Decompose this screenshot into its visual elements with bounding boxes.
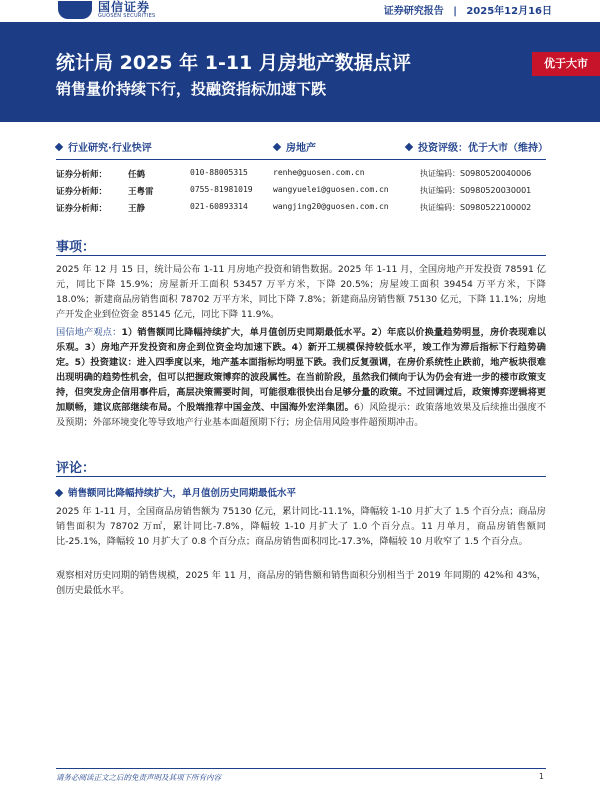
analyst-cert: 执证编码：S0980520040006 bbox=[420, 169, 532, 178]
analyst-cert: 执证编码：S0980522100002 bbox=[420, 203, 532, 212]
footer-disclaimer: 请务必阅读正文之后的免责声明及其项下所有内容 bbox=[56, 773, 221, 782]
comment-paragraph-2: 观察相对历史同期的销售规模，2025 年 11 月，商品房的销售额和销售面积分别相当于 2019 年同期的 42%和 43%，创历史最低水平。 bbox=[56, 570, 546, 596]
top-bar bbox=[0, 0, 600, 22]
analyst-name: 王粤雷 bbox=[128, 187, 154, 197]
category-research bbox=[56, 139, 152, 154]
report-type: 证券研究报告 bbox=[383, 6, 444, 17]
logo-mark-icon bbox=[58, 1, 92, 19]
report-subtitle: 销售量价持续下行，投融资指标加速下跌 bbox=[56, 80, 327, 98]
analyst-cert: 执证编码：S0980520030001 bbox=[420, 186, 532, 195]
footer-divider bbox=[56, 768, 546, 769]
comment-divider bbox=[56, 476, 546, 477]
category-industry bbox=[274, 139, 316, 154]
analyst-email[interactable]: renhe@guosen.com.cn bbox=[273, 168, 365, 177]
analyst-list bbox=[56, 168, 546, 219]
analyst-phone: 0755-81981019 bbox=[190, 185, 253, 194]
category-rating-label: 投资评级：优于大市（维持） bbox=[418, 143, 548, 154]
diamond-bullet-icon bbox=[273, 143, 281, 151]
report-meta bbox=[384, 2, 552, 17]
analyst-email[interactable]: wangyuelei@guosen.com.cn bbox=[273, 185, 389, 194]
report-title: 统计局 2025 年 1-11 月房地产数据点评 bbox=[56, 52, 411, 74]
diamond-bullet-icon bbox=[55, 488, 63, 496]
logo-name-en: GUOSEN SECURITIES bbox=[98, 13, 156, 19]
report-date: 2025年12月16日 bbox=[466, 6, 552, 17]
analyst-phone: 010-88005315 bbox=[190, 168, 248, 177]
rating-tag: 优于大市 bbox=[532, 52, 600, 76]
category-row bbox=[56, 139, 546, 155]
events-paragraph: 2025 年 12 月 15 日，统计局公布 1-11 月房地产投资和销售数据。2025 年 1-11 月，全国房地产开发投资 78591 亿元，同比下降 15.9%；房屋新开工面积 53457 万平方米，下降 20.5%；房屋竣工面积 39454 万平方米，下降 18.0%；新建商品房销售面积 78702 万平方米，同比下降 7.8%；新建商品房销售额 75130 亿元，下降 11.1%；房地产开发企业到位资金 85145 亿元，同比下降 11.9%。 bbox=[56, 264, 546, 320]
category-industry-label: 房地产 bbox=[286, 143, 316, 154]
analyst-row bbox=[56, 168, 546, 185]
diamond-bullet-icon bbox=[55, 143, 63, 151]
analyst-role: 证券分析师： bbox=[56, 187, 108, 197]
page-number: 1 bbox=[538, 772, 544, 781]
analyst-row bbox=[56, 202, 546, 219]
diamond-bullet-icon bbox=[405, 143, 413, 151]
analyst-phone: 021-60893314 bbox=[190, 202, 248, 211]
logo-name-cn: 国信证券 bbox=[98, 0, 151, 14]
comment-paragraph-1: 2025 年 1-11 月，全国商品房销售额为 75130 亿元，累计同比-11.1%，降幅较 1-10 月扩大了 1.5 个百分点；商品房销售面积为 78702 万㎡，累计同比-7.8%，降幅较 1-10 月扩大了 1.0 个百分点。11 月单月，商品房销售额同比-25.1%，降幅较 10 月扩大了 0.8 个百分点；商品房销售面积同比-17.3%，降幅较 10 月收窄了 1.5 个百分点。 bbox=[56, 506, 546, 547]
category-rating bbox=[406, 139, 548, 154]
title-banner bbox=[0, 22, 600, 122]
events-divider bbox=[56, 255, 546, 256]
guosen-logo bbox=[58, 0, 156, 20]
analyst-name: 任鹤 bbox=[128, 170, 146, 180]
meta-separator: | bbox=[453, 6, 457, 17]
analyst-name: 王静 bbox=[128, 204, 146, 214]
analyst-role: 证券分析师： bbox=[56, 170, 108, 180]
comment-bullet bbox=[56, 485, 546, 499]
events-heading: 事项： bbox=[56, 240, 96, 255]
analyst-role: 证券分析师： bbox=[56, 204, 108, 214]
comment-bullet-text: 销售额同比降幅持续扩大，单月值创历史同期最低水平 bbox=[68, 488, 297, 499]
viewpoint-risk: 6）风险提示：政策落地效果及后续推出强度不及预期；外部环境变化等导致地产行业基本面超预期下行；房企信用风险事件超预期冲击。 bbox=[56, 402, 546, 428]
analyst-email[interactable]: wangjing20@guosen.com.cn bbox=[273, 202, 389, 211]
viewpoint-lead: 国信地产观点： bbox=[56, 327, 122, 338]
viewpoint-paragraph bbox=[56, 325, 546, 430]
viewpoint-body: 1）销售额同比降幅持续扩大，单月值创历史同期最低水平。2）年底以价换量趋势明显，房价表现难以乐观。3）房地产开发投资和房企到位资金均加速下跌。4）新开工规模保持较低水平，竣工作为滞后指标下行趋势确定。5）投资建议：进入四季度以来，地产基本面指标均明显下跌。我们反复强调，在房价系统性止跌前，地产板块很难出现明确的趋势性机会，但可以把握政策博弈的波段属性。在当前阶段，虽然我们倾向于认为仍会有进一步的楼市政策支持，但突发房企信用事件后，高层决策需要时间，可能很难很快出台足够分量的政策。不过回调过后，政策博弈逻辑将更加顺畅，建议底部继续布局。个股端推荐中国金茂、中国海外宏洋集团。 bbox=[56, 327, 546, 413]
category-divider bbox=[56, 159, 546, 160]
category-research-label: 行业研究·行业快评 bbox=[68, 143, 152, 154]
analyst-row bbox=[56, 185, 546, 202]
comment-heading: 评论： bbox=[56, 461, 96, 476]
